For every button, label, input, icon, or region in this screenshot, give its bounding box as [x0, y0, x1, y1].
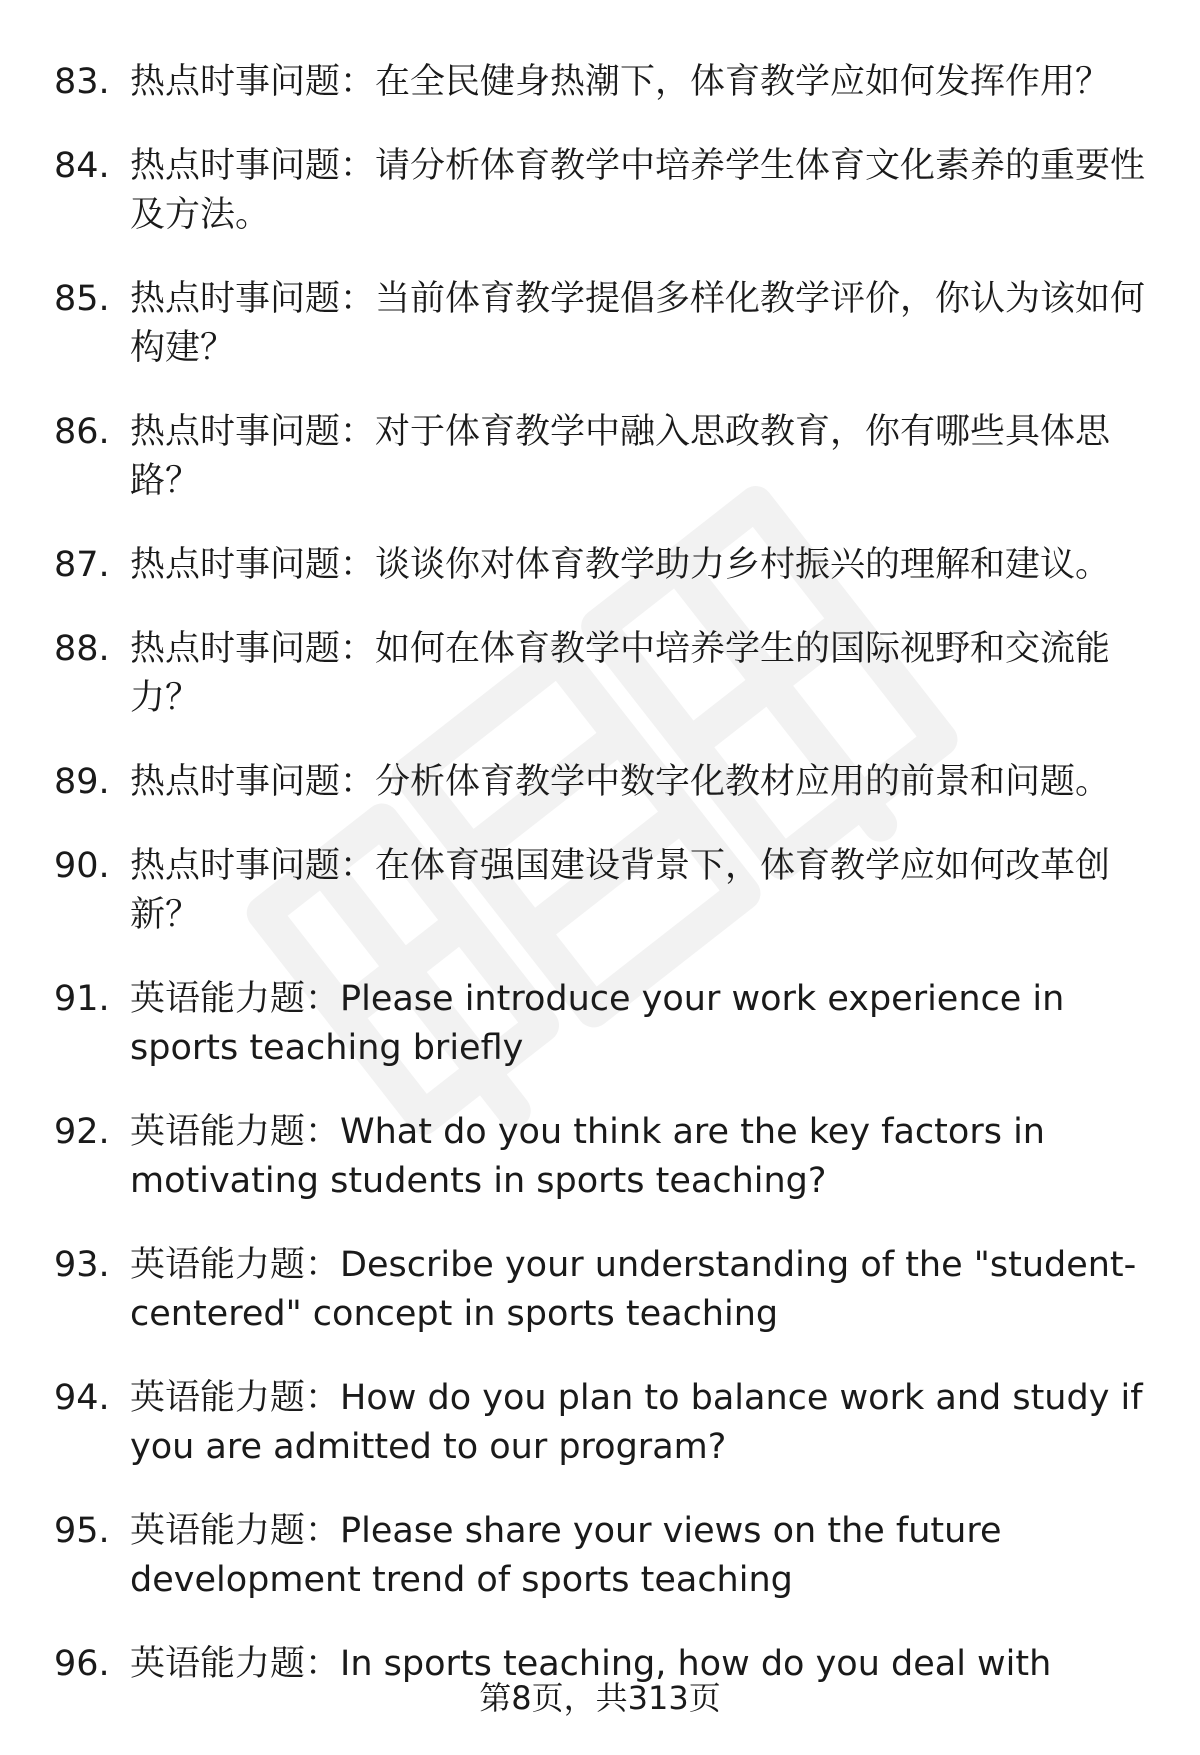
- list-item: [54, 58, 1154, 107]
- item-text: 热点时事问题：在全民健身热潮下，体育教学应如何发挥作用？: [130, 62, 1111, 102]
- list-item: [54, 1374, 1154, 1472]
- item-number: 90.: [54, 846, 110, 886]
- list-item: [54, 408, 1154, 506]
- item-text: 热点时事问题：在体育强国建设背景下，体育教学应如何改革创新？: [130, 846, 1111, 935]
- list-item: [54, 758, 1154, 807]
- item-text: 热点时事问题：请分析体育教学中培养学生体育文化素养的重要性及方法。: [130, 146, 1146, 235]
- list-item: [54, 541, 1154, 590]
- item-text: 英语能力题：Describe your understanding of the "student-centered" concept in sports teaching: [130, 1245, 1137, 1334]
- item-text: 热点时事问题：分析体育教学中数字化教材应用的前景和问题。: [130, 762, 1111, 802]
- item-text: 英语能力题：How do you plan to balance work and study if you are admitted to our program?: [130, 1378, 1143, 1467]
- list-item: [54, 142, 1154, 240]
- item-text: 热点时事问题：如何在体育教学中培养学生的国际视野和交流能力？: [130, 629, 1111, 718]
- item-number: 88.: [54, 629, 110, 669]
- item-number: 93.: [54, 1245, 110, 1285]
- item-number: 94.: [54, 1378, 110, 1418]
- item-number: 86.: [54, 412, 110, 452]
- item-number: 95.: [54, 1511, 110, 1551]
- page-footer: 第8页，共313页: [479, 1679, 721, 1717]
- item-number: 96.: [54, 1644, 110, 1684]
- list-item: [54, 275, 1154, 373]
- item-number: 91.: [54, 979, 110, 1019]
- item-number: 84.: [54, 146, 110, 186]
- list-item: [54, 842, 1154, 940]
- list-item: [54, 975, 1154, 1073]
- item-text: 热点时事问题：谈谈你对体育教学助力乡村振兴的理解和建议。: [130, 545, 1111, 585]
- item-number: 83.: [54, 62, 110, 102]
- item-text: 热点时事问题：当前体育教学提倡多样化教学评价，你认为该如何构建？: [130, 279, 1146, 368]
- item-text: 英语能力题：Please introduce your work experience in sports teaching briefly: [130, 979, 1065, 1068]
- item-text: 英语能力题：Please share your views on the future development trend of sports teaching: [130, 1511, 1002, 1600]
- list-item: [54, 1241, 1154, 1339]
- item-text: 英语能力题：In sports teaching, how do you deal with: [130, 1644, 1052, 1684]
- item-number: 85.: [54, 279, 110, 319]
- list-item: [54, 625, 1154, 723]
- item-text: 热点时事问题：对于体育教学中融入思政教育，你有哪些具体思路？: [130, 412, 1111, 501]
- item-text: 英语能力题：What do you think are the key factors in motivating students in sports teaching?: [130, 1112, 1045, 1201]
- item-number: 89.: [54, 762, 110, 802]
- list-item: [54, 1108, 1154, 1206]
- item-number: 87.: [54, 545, 110, 585]
- list-item: [54, 1507, 1154, 1605]
- item-number: 92.: [54, 1112, 110, 1152]
- question-list: [54, 58, 1154, 1724]
